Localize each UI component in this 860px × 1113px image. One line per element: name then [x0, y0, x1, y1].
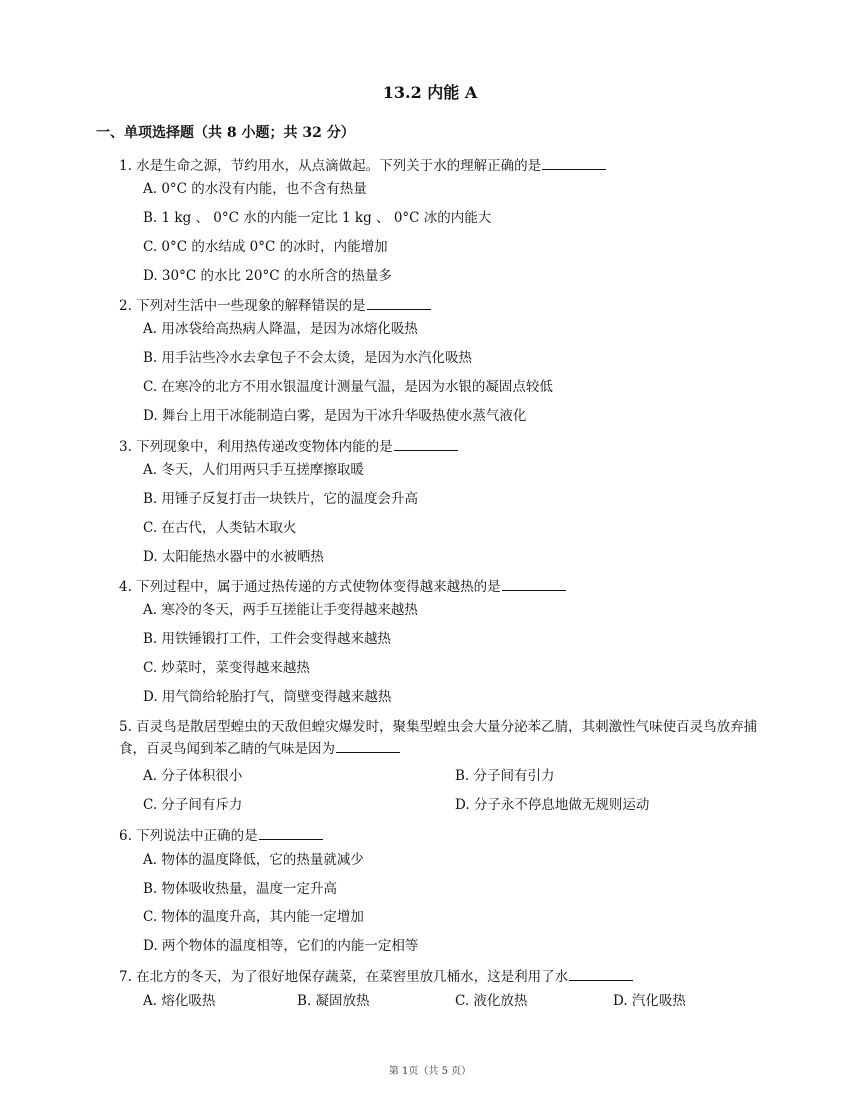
page-footer: 第 1页（共 5 页）: [388, 1066, 472, 1077]
answer-blank: [502, 576, 566, 591]
option-a: A. 熔化吸热: [143, 993, 216, 1009]
option-d: D. 舞台上用干冰能制造白雾，是因为干冰升华吸热使水蒸气液化: [143, 408, 527, 424]
option-a: A. 分子体积很小: [143, 768, 243, 784]
option-b: B. 分子间有引力: [455, 768, 555, 784]
option-b: B. 1 kg 、 0°C 水的内能一定比 1 kg 、 0°C 冰的内能大: [143, 210, 492, 226]
answer-blank: [569, 966, 633, 981]
answer-blank: [336, 738, 400, 753]
option-d: D. 汽化吸热: [613, 993, 686, 1009]
option-b: B. 用手沾些冷水去拿包子不会太烫，是因为水汽化吸热: [143, 350, 473, 366]
option-d: D. 分子永不停息地做无规则运动: [455, 797, 650, 813]
question-stem: 4. 下列过程中，属于通过热传递的方式使物体变得越来越热的是: [119, 575, 769, 599]
option-a: A. 0°C 的水没有内能，也不含有热量: [143, 181, 367, 197]
option-d: D. 30°C 的水比 20°C 的水所含的热量多: [143, 268, 392, 284]
option-b: B. 物体吸收热量，温度一定升高: [143, 881, 338, 897]
option-c: C. 分子间有斥力: [143, 797, 243, 813]
option-c: C. 物体的温度升高，其内能一定增加: [143, 909, 364, 925]
option-a: A. 冬天，人们用两只手互搓摩擦取暖: [143, 462, 364, 478]
answer-blank: [367, 295, 431, 310]
question-stem: 1. 水是生命之源，节约用水，从点滴做起。下列关于水的理解正确的是: [119, 154, 769, 178]
option-d: D. 用气筒给轮胎打气，筒壁变得越来越热: [143, 689, 392, 705]
option-b: B. 用锤子反复打击一块铁片，它的温度会升高: [143, 491, 419, 507]
option-c: C. 液化放热: [455, 993, 528, 1009]
question-stem: 2. 下列对生活中一些现象的解释错误的是: [119, 294, 769, 318]
option-b: B. 凝固放热: [297, 993, 370, 1009]
answer-blank: [542, 155, 606, 170]
option-a: A. 寒冷的冬天，两手互搓能让手变得越来越热: [143, 602, 418, 618]
option-a: A. 用冰袋给高热病人降温，是因为冰熔化吸热: [143, 321, 418, 337]
section-heading: 一、单项选择题（共 8 小题；共 32 分）: [96, 125, 355, 141]
option-c: C. 在寒冷的北方不用水银温度计测量气温，是因为水银的凝固点较低: [143, 379, 553, 395]
question-stem: 6. 下列说法中正确的是: [119, 824, 769, 848]
page-title: 13.2 内能 A: [382, 83, 478, 102]
question-stem: 5. 百灵鸟是散居型蝗虫的天敌但蝗灾爆发时，聚集型蝗虫会大量分泌苯乙腈，其刺激性气味使百灵鸟放弃捕食，百灵鸟闻到苯乙睛的气味是因为: [119, 719, 758, 757]
option-c: C. 炒菜时，菜变得越来越热: [143, 660, 310, 676]
option-d: D. 两个物体的温度相等，它们的内能一定相等: [143, 938, 419, 954]
option-d: D. 太阳能热水器中的水被晒热: [143, 549, 324, 565]
answer-blank: [394, 436, 458, 451]
option-a: A. 物体的温度降低，它的热量就减少: [143, 852, 364, 868]
option-c: C. 在古代，人类钻木取火: [143, 520, 297, 536]
option-b: B. 用铁锤锻打工件，工件会变得越来越热: [143, 631, 392, 647]
question-stem: 7. 在北方的冬天，为了很好地保存蔬菜，在菜窖里放几桶水，这是利用了水: [119, 965, 769, 989]
option-c: C. 0°C 的水结成 0°C 的冰时，内能增加: [143, 239, 388, 255]
answer-blank: [259, 825, 323, 840]
question-stem: 3. 下列现象中，利用热传递改变物体内能的是: [119, 435, 769, 459]
